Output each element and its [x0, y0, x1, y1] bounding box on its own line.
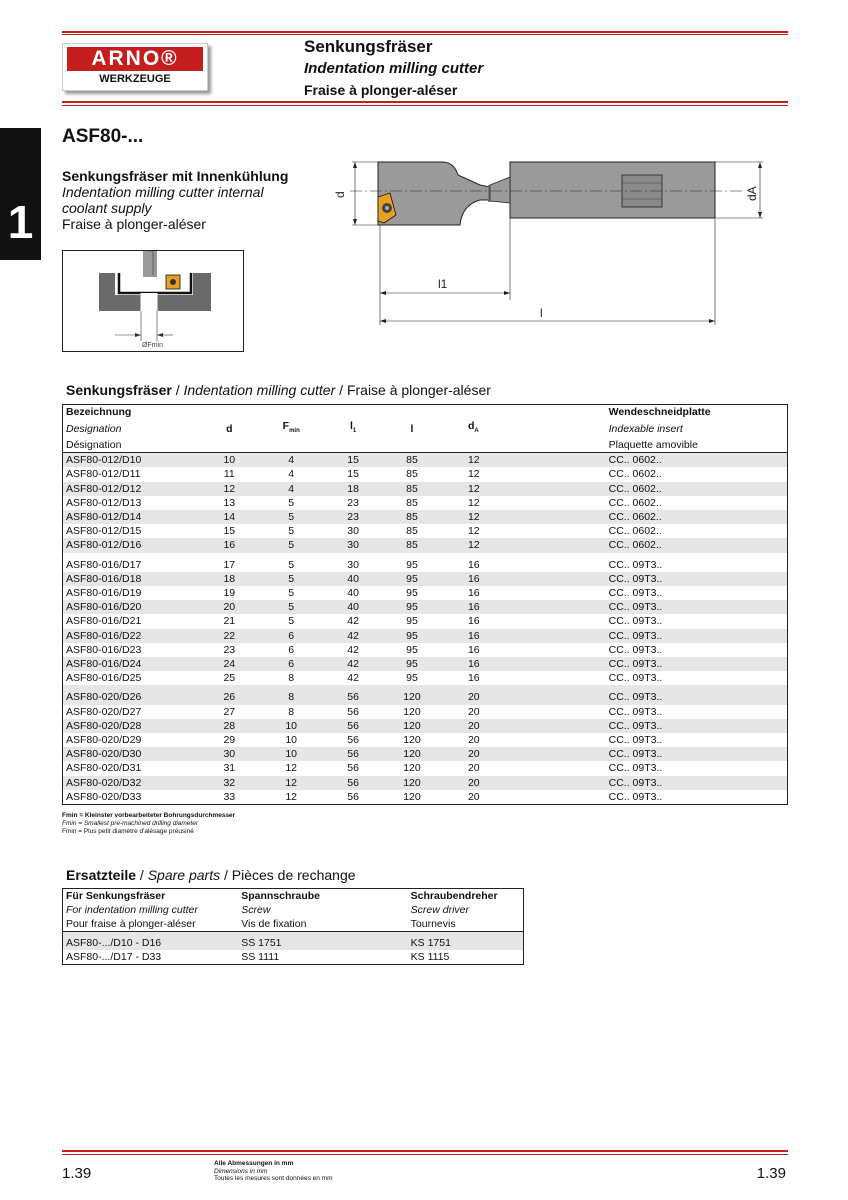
table-cell: 20 — [467, 790, 480, 803]
table-cell: 30 — [347, 525, 359, 538]
page-number-left: 1.39 — [62, 1165, 92, 1182]
table-cell: 16 — [467, 615, 480, 628]
spare-title-en: Spare parts — [147, 867, 221, 883]
main-title-sep-2: / — [335, 382, 347, 398]
table-cell: CC.. 0602.. — [606, 510, 788, 524]
table-cell: 12 — [467, 496, 480, 509]
table-cell: 12 — [467, 468, 480, 481]
arno-logo — [62, 43, 208, 91]
table-cell: 10 — [285, 733, 298, 746]
col-l1-sub: 1 — [352, 428, 357, 435]
table-cell: 120 — [384, 719, 440, 733]
main-table-title — [66, 382, 491, 398]
spare-cell: ASF80-.../D17 - D33 — [66, 951, 162, 963]
product-table — [62, 404, 788, 805]
table-cell: ASF80-020/D33 — [66, 790, 142, 803]
tool-drawing-svg — [330, 155, 770, 335]
table-cell: 5 — [260, 510, 322, 524]
table-cell: 5 — [288, 615, 295, 628]
col-fmin-sub: min — [289, 428, 300, 435]
spare-col3-fr: Tournevis — [410, 918, 456, 930]
table-cell: CC.. 09T3.. — [608, 705, 663, 718]
table-cell: 4 — [260, 453, 322, 468]
col-insert-en: Indexable insert — [608, 422, 683, 435]
footer-rule-2 — [62, 1154, 788, 1155]
spare-col2-fr: Vis de fixation — [241, 918, 307, 930]
table-cell: 95 — [406, 643, 418, 656]
table-row — [63, 586, 788, 600]
table-cell: 29 — [223, 733, 236, 746]
usage-diagram-svg — [63, 251, 243, 351]
footer-rule — [62, 1150, 788, 1152]
logo-sub: WERKZEUGE — [99, 73, 171, 85]
spare-cell: ASF80-.../D10 - D16 — [63, 932, 239, 951]
table-cell: 95 — [384, 629, 440, 643]
col-fmin-label: F — [282, 420, 290, 432]
table-cell: 95 — [406, 558, 418, 571]
label-dA: dA — [745, 186, 759, 201]
table-row — [63, 747, 788, 761]
table-cell: CC.. 09T3.. — [608, 733, 663, 746]
table-cell: CC.. 0602.. — [608, 525, 662, 538]
table-cell: 31 — [223, 762, 236, 775]
table-cell: 56 — [347, 790, 359, 803]
table-cell: ASF80-012/D10 — [63, 453, 199, 468]
table-row — [63, 719, 788, 733]
table-cell: 5 — [260, 538, 322, 552]
spare-parts-table — [62, 888, 524, 965]
table-cell: 20 — [440, 719, 606, 733]
table-cell: 56 — [347, 733, 359, 746]
table-cell: 120 — [403, 790, 421, 803]
header-top-rule-2 — [62, 34, 788, 35]
fmin-label: ØFmin — [142, 342, 163, 349]
table-cell: 28 — [198, 719, 260, 733]
table-cell: 56 — [322, 776, 384, 790]
table-cell: 18 — [322, 482, 384, 496]
table-cell: 42 — [347, 643, 359, 656]
table-cell: 30 — [322, 538, 384, 552]
table-row — [63, 600, 788, 614]
header-bottom-rule — [62, 101, 788, 103]
header-title-en: Indentation milling cutter — [304, 60, 484, 77]
table-cell: 56 — [347, 705, 359, 718]
col-head-fr: Désignation — [66, 439, 122, 452]
table-row — [63, 790, 788, 805]
table-cell: 16 — [440, 600, 606, 614]
table-cell: 5 — [288, 558, 295, 571]
table-cell: 85 — [406, 496, 418, 509]
table-cell: CC.. 09T3.. — [606, 629, 788, 643]
table-cell: ASF80-016/D25 — [66, 672, 142, 685]
table-cell: CC.. 09T3.. — [606, 572, 788, 586]
table-cell: 95 — [406, 615, 418, 628]
table-cell: 95 — [384, 600, 440, 614]
col-head-en: Designation — [66, 422, 122, 435]
dims-en: Dimensions in mm — [214, 1167, 268, 1175]
table-cell: 16 — [198, 538, 260, 552]
table-cell: 85 — [406, 525, 418, 538]
table-cell: 30 — [347, 558, 359, 571]
table-cell: ASF80-020/D31 — [66, 762, 142, 775]
dims-de: Alle Abmessungen in mm — [214, 1160, 294, 1167]
table-cell: 10 — [260, 719, 322, 733]
table-cell: 85 — [406, 468, 418, 481]
dimensions-note — [214, 1160, 333, 1183]
col-head-de: Bezeichnung — [66, 406, 132, 418]
table-cell: 10 — [198, 453, 260, 468]
table-cell: 85 — [384, 453, 440, 468]
table-cell: ASF80-012/D13 — [66, 496, 142, 509]
table-row — [63, 572, 788, 586]
table-cell: 56 — [322, 719, 384, 733]
spare-col2-de: Spannschraube — [241, 890, 321, 902]
table-cell: CC.. 09T3.. — [606, 747, 788, 761]
spare-col1-en: For indentation milling cutter — [66, 904, 198, 916]
table-cell: 20 — [440, 747, 606, 761]
logo-main: ARNO® — [67, 47, 203, 71]
table-cell: ASF80-020/D29 — [66, 733, 142, 746]
desc-fr: Fraise à plonger-aléser — [62, 216, 206, 232]
table-cell: 32 — [198, 776, 260, 790]
table-cell: ASF80-016/D19 — [66, 586, 142, 599]
spare-cell: SS 1751 — [238, 932, 407, 951]
col-da-label: d — [467, 420, 475, 432]
spare-cell: KS 1115 — [410, 951, 450, 963]
table-cell: 20 — [440, 776, 606, 790]
table-cell: 16 — [440, 629, 606, 643]
label-l1: l1 — [438, 277, 448, 291]
table-cell: 4 — [260, 482, 322, 496]
table-cell: 23 — [347, 496, 359, 509]
table-cell: CC.. 09T3.. — [606, 657, 788, 671]
table-cell: CC.. 09T3.. — [608, 558, 663, 571]
product-description — [62, 168, 288, 232]
col-l1 — [322, 419, 384, 438]
table-cell: 56 — [322, 747, 384, 761]
table-cell: 85 — [384, 482, 440, 496]
usage-diagram — [62, 250, 244, 352]
table-cell: 4 — [288, 468, 295, 481]
table-cell: 5 — [260, 600, 322, 614]
table-row — [63, 733, 788, 747]
table-cell: ASF80-020/D28 — [63, 719, 199, 733]
table-row — [63, 510, 788, 524]
table-cell: 42 — [347, 615, 359, 628]
table-cell: 22 — [198, 629, 260, 643]
table-cell: 23 — [322, 510, 384, 524]
spare-title-sep-2: / — [220, 867, 232, 883]
table-cell: ASF80-016/D23 — [66, 643, 142, 656]
main-title-fr: Fraise à plonger-aléser — [346, 382, 491, 398]
table-cell: ASF80-016/D24 — [63, 657, 199, 671]
table-row — [63, 776, 788, 790]
table-cell: 20 — [467, 733, 480, 746]
table-cell: 30 — [198, 747, 260, 761]
table-cell: CC.. 09T3.. — [608, 586, 663, 599]
table-cell: 18 — [198, 572, 260, 586]
table-cell: 5 — [288, 496, 295, 509]
table-cell: 95 — [384, 572, 440, 586]
table-cell: 19 — [223, 586, 236, 599]
table-cell: 15 — [322, 453, 384, 468]
table-cell: CC.. 09T3.. — [606, 600, 788, 614]
spare-col1-de: Für Senkungsfräser — [66, 890, 166, 902]
table-row — [63, 657, 788, 671]
table-row — [63, 643, 788, 657]
table-cell: 120 — [403, 733, 421, 746]
table-cell: 120 — [403, 705, 421, 718]
table-cell: 26 — [198, 685, 260, 704]
table-cell: 6 — [260, 629, 322, 643]
table-cell: 5 — [260, 572, 322, 586]
table-row — [63, 496, 788, 510]
desc-de: Senkungsfräser mit Innenkühlung — [62, 168, 289, 184]
label-d: d — [333, 191, 347, 198]
table-cell: 85 — [384, 510, 440, 524]
col-insert-fr: Plaquette amovible — [608, 439, 698, 452]
table-cell: 24 — [198, 657, 260, 671]
label-l: l — [540, 306, 543, 320]
table-cell: CC.. 0602.. — [606, 453, 788, 468]
table-row — [63, 538, 788, 552]
table-cell: ASF80-012/D14 — [63, 510, 199, 524]
spare-title-sep-1: / — [136, 867, 148, 883]
table-cell: ASF80-012/D11 — [66, 468, 141, 481]
table-cell: ASF80-016/D21 — [66, 615, 142, 628]
spare-col3-de: Schraubendreher — [410, 890, 498, 902]
table-row — [63, 671, 788, 685]
table-row — [63, 524, 788, 538]
spare-title-fr: Pièces de rechange — [231, 867, 356, 883]
table-cell: 16 — [467, 558, 480, 571]
spare-title-de: Ersatzteile — [66, 867, 137, 883]
header-top-rule — [62, 31, 788, 33]
footnote-de: Fmin = Kleinster vorbearbeiteter Bohrungsdurchmesser — [62, 812, 236, 819]
table-cell: ASF80-020/D26 — [63, 685, 199, 704]
table-cell: 23 — [223, 643, 236, 656]
table-row — [63, 482, 788, 496]
spare-cell: KS 1751 — [408, 932, 524, 951]
table-cell: 12 — [440, 453, 606, 468]
table-cell: ASF80-012/D12 — [63, 482, 199, 496]
table-cell: 120 — [384, 685, 440, 704]
table-cell: 16 — [467, 586, 480, 599]
table-cell: 12 — [440, 538, 606, 552]
product-code: ASF80-... — [62, 126, 144, 147]
table-cell: 25 — [223, 672, 236, 685]
table-cell: 56 — [347, 762, 359, 775]
table-cell: 56 — [322, 685, 384, 704]
table-cell: 95 — [406, 586, 418, 599]
table-cell: 16 — [467, 643, 480, 656]
table-cell: CC.. 09T3.. — [608, 672, 663, 685]
table-cell: ASF80-016/D17 — [66, 558, 142, 571]
table-cell: CC.. 0602.. — [608, 496, 662, 509]
col-da-sub: A — [474, 428, 479, 435]
table-cell: 5 — [288, 525, 295, 538]
footnote-fr: Fmin = Plus petit diamètre d'alésage préusiné — [62, 828, 194, 835]
table-cell: 20 — [440, 685, 606, 704]
desc-en-2: coolant supply — [62, 200, 152, 216]
table-cell: 12 — [260, 776, 322, 790]
table-cell: 12 — [285, 762, 298, 775]
spare-parts-title — [66, 867, 356, 883]
table-cell: ASF80-020/D32 — [63, 776, 199, 790]
table-cell: 15 — [347, 468, 359, 481]
table-cell: 12 — [440, 482, 606, 496]
table-cell: ASF80-016/D18 — [63, 572, 199, 586]
table-cell: CC.. 09T3.. — [606, 776, 788, 790]
table-cell: CC.. 0602.. — [606, 538, 788, 552]
col-l1-label: l — [349, 420, 353, 432]
table-cell: 15 — [223, 525, 236, 538]
chapter-number: 1 — [7, 196, 34, 248]
dims-fr: Toutes les mesures sont données en mm — [214, 1175, 333, 1182]
header-title-de: Senkungsfräser — [304, 37, 433, 56]
header-title-fr: Fraise à plonger-aléser — [304, 82, 458, 98]
table-cell: ASF80-016/D22 — [63, 629, 199, 643]
footnote-en: Fmin = Smallest pre-machined drilling diameter — [62, 820, 199, 827]
table-cell: 20 — [198, 600, 260, 614]
table-cell: ASF80-020/D30 — [63, 747, 199, 761]
table-cell: CC.. 0602.. — [608, 468, 662, 481]
spare-row — [63, 950, 524, 965]
table-cell: 85 — [384, 538, 440, 552]
table-cell: 17 — [223, 558, 236, 571]
table-cell: 33 — [223, 790, 236, 803]
table-row — [63, 761, 788, 775]
table-cell: 120 — [384, 776, 440, 790]
table-cell: CC.. 09T3.. — [606, 685, 788, 704]
table-row — [63, 467, 788, 481]
table-cell: 5 — [288, 586, 295, 599]
main-title-sep-1: / — [171, 382, 184, 398]
spare-col2-en: Screw — [241, 904, 271, 916]
table-cell: CC.. 09T3.. — [608, 643, 663, 656]
table-row — [63, 685, 788, 704]
col-fmin — [260, 419, 322, 438]
table-cell: 21 — [223, 615, 236, 628]
table-cell: 12 — [285, 790, 298, 803]
tool-drawing — [330, 155, 770, 335]
table-cell: ASF80-012/D16 — [63, 538, 199, 552]
table-row — [63, 614, 788, 628]
table-cell: 40 — [347, 586, 359, 599]
main-title-de: Senkungsfräser — [66, 382, 172, 398]
table-cell: ASF80-012/D15 — [66, 525, 142, 538]
chapter-tab — [0, 128, 41, 260]
table-cell: ASF80-020/D27 — [66, 705, 142, 718]
table-cell: 12 — [467, 525, 480, 538]
table-cell: 27 — [223, 705, 236, 718]
table-cell: 42 — [347, 672, 359, 685]
table-cell: 20 — [467, 762, 480, 775]
table-cell: 6 — [288, 643, 295, 656]
table-cell: 42 — [322, 657, 384, 671]
table-cell: 12 — [440, 510, 606, 524]
table-cell: CC.. 09T3.. — [606, 719, 788, 733]
table-row — [63, 553, 788, 572]
table-cell: CC.. 09T3.. — [608, 790, 663, 803]
table-cell: 40 — [322, 572, 384, 586]
product-table-body — [63, 453, 788, 805]
table-row — [63, 705, 788, 719]
table-cell: 13 — [223, 496, 236, 509]
table-cell: 8 — [288, 672, 295, 685]
table-cell: 16 — [467, 672, 480, 685]
table-cell: CC.. 0602.. — [606, 482, 788, 496]
table-cell: CC.. 09T3.. — [608, 762, 663, 775]
table-cell: 16 — [440, 572, 606, 586]
table-cell: CC.. 09T3.. — [608, 615, 663, 628]
spare-cell: SS 1111 — [241, 951, 280, 963]
col-l: l — [410, 422, 414, 435]
table-cell: 16 — [440, 657, 606, 671]
desc-en-1: Indentation milling cutter internal — [62, 184, 264, 200]
col-insert-de: Wendeschneidplatte — [608, 406, 711, 418]
page-number-right: 1.39 — [756, 1165, 786, 1182]
table-cell: 40 — [322, 600, 384, 614]
footnotes — [62, 812, 235, 836]
spare-col1-fr: Pour fraise à plonger-aléser — [66, 918, 196, 930]
table-cell: 14 — [198, 510, 260, 524]
table-row — [63, 453, 788, 468]
col-d: d — [226, 422, 233, 435]
header-bottom-rule-2 — [62, 105, 788, 106]
table-cell: 6 — [260, 657, 322, 671]
table-cell: 10 — [260, 747, 322, 761]
table-cell: 120 — [384, 747, 440, 761]
table-cell: 8 — [288, 705, 295, 718]
table-cell: 95 — [406, 672, 418, 685]
col-da — [440, 419, 606, 438]
table-cell: 8 — [260, 685, 322, 704]
spare-row — [63, 932, 524, 951]
table-cell: ASF80-016/D20 — [63, 600, 199, 614]
table-cell: 11 — [223, 468, 235, 481]
spare-col3-en: Screw driver — [410, 904, 469, 916]
table-cell: 42 — [322, 629, 384, 643]
main-title-en: Indentation milling cutter — [183, 382, 336, 398]
table-cell: 95 — [384, 657, 440, 671]
table-row — [63, 629, 788, 643]
table-cell: 12 — [198, 482, 260, 496]
table-cell: 120 — [403, 762, 421, 775]
table-cell: 20 — [467, 705, 480, 718]
